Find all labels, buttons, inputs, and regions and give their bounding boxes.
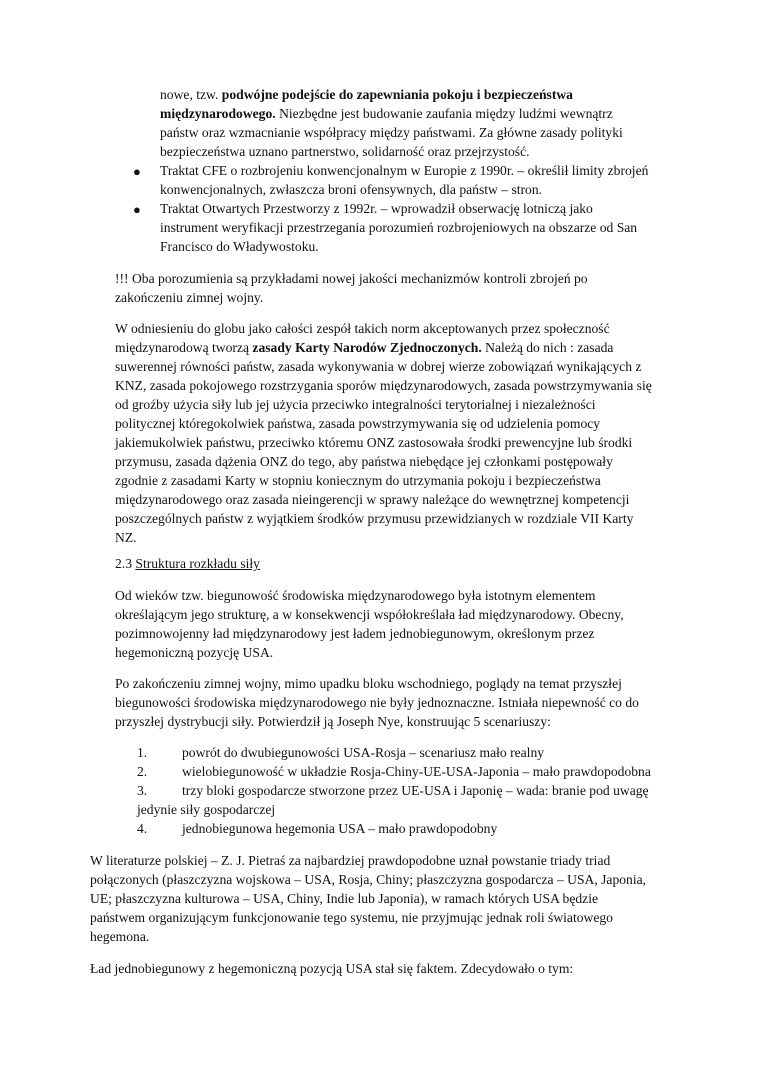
list-text: jedynie siły gospodarczej (137, 802, 276, 817)
section-title: Struktura rozkładu siły (135, 556, 260, 571)
text-line (160, 86, 660, 105)
section-number: 2.3 (115, 556, 136, 571)
text-line: politycznej któregokolwiek państwa, zasada powstrzymywania się od udzielenia pomocy (115, 416, 601, 431)
bullet-icon: ● (133, 202, 141, 217)
text-line: połączonych (płaszczyzna wojskowa – USA, Rosja, Chiny; płaszczyzna gospodarcza – USA, Japonia, (90, 872, 647, 887)
text-line: instrument weryfikacji przestrzegania porozumień rozbrojeniowych na obszarze od San (160, 220, 638, 235)
text-line: hegemona. (90, 929, 150, 944)
text-line: Traktat CFE o rozbrojeniu konwencjonalnym w Europie z 1990r. – określił limity zbrojeń (160, 163, 649, 178)
text-line: zgodnie z zasadami Karty w stopniu koniecznym do utrzymania pokoju i bezpieczeństwa (115, 473, 601, 488)
text-line: określającym jego strukturę, a w konsekwencji współokreślała ład międzynarodowy. Obecny, (115, 607, 624, 622)
text-line: poszczególnych państw z wyjątkiem środków przymusu przewidzianych w rozdziale VII Karty (115, 511, 634, 526)
final-line: Ład jednobiegunowy z hegemoniczną pozycją USA stał się faktem. Zdecydowało o tym: (90, 961, 574, 976)
text-line: pozimnowojenny ład międzynarodowy jest ładem jednobiegunowym, określonym przez (115, 626, 595, 641)
text-span: Należą do nich : zasada (481, 340, 614, 355)
text-line: bezpieczeństwa uznano partnerstwo, solidarność oraz przejrzystość. (160, 144, 530, 159)
list-text: powrót do dwubiegunowości USA-Rosja – scenariusz mało realny (182, 745, 545, 760)
text-line (160, 105, 660, 124)
text-line: biegunowości środowiska międzynarodowego nie były jednoznaczne. Istniała niepewność co do (115, 695, 639, 710)
text-line: międzynarodowego oraz zasada nieingerencji w sprawy należące do wewnętrznej kompetencji (115, 492, 630, 507)
text-line: państwem organizującym funkcjonowanie tego systemu, nie przyjmując jednak roli światowego (90, 910, 613, 925)
text-line: W odniesieniu do globu jako całości zespół takich norm akceptowanych przez społeczność (115, 321, 610, 336)
text-line: Od wieków tzw. biegunowość środowiska międzynarodowego była istotnym elementem (115, 588, 596, 603)
text-line: Po zakończeniu zimnej wojny, mimo upadku bloku wschodniego, poglądy na temat przyszłej (115, 676, 622, 691)
text-line: Francisco do Władywostoku. (160, 239, 319, 254)
text-line: państw oraz wzmacnianie współpracy między państwami. Za główne zasady polityki (160, 125, 623, 140)
section-heading (115, 555, 260, 574)
bold-phrase: zasady Karty Narodów Zjednoczonych. (252, 340, 482, 355)
text-line: KNZ, zasada pokojowego rozstrzygania sporów międzynarodowych, zasada powstrzymywania się (115, 378, 652, 393)
text-line: przyszłej dystrybucji siły. Potwierdził ją Joseph Nye, konstruując 5 scenariuszy: (115, 714, 551, 729)
bullet-icon: ● (133, 164, 141, 179)
text-line: NZ. (115, 530, 137, 545)
text-line: Traktat Otwartych Przestworzy z 1992r. – wprowadził obserwację lotniczą jako (160, 201, 593, 216)
list-text: wielobiegunowość w układzie Rosja-Chiny-UE-USA-Japonia – mało prawdopodobna (182, 764, 651, 779)
text-line (115, 339, 655, 358)
text-line: suwerennej równości państw, zasada wykonywania w dobrej wierze zobowiązań wynikających z (115, 359, 642, 374)
text-line: !!! Oba porozumienia są przykładami nowej jakości mechanizmów kontroli zbrojeń po (115, 271, 588, 286)
bold-phrase: podwójne podejście do zapewniania pokoju i bezpieczeństwa (221, 87, 573, 102)
text-span: międzynarodową tworzą (115, 340, 253, 355)
text-line: od groźby użycia siły lub jej użycia przeciwko integralności terytorialnej i niezależności (115, 397, 596, 412)
text-span: nowe, tzw. (160, 87, 222, 102)
list-number: 2. (137, 764, 148, 779)
text-span: Niezbędne jest budowanie zaufania między ludźmi wewnątrz (275, 106, 613, 121)
list-text: trzy bloki gospodarcze stworzone przez UE-USA i Japonię – wada: branie pod uwagę (182, 783, 649, 798)
text-line: zakończeniu zimnej wojny. (115, 290, 264, 305)
list-text: jednobiegunowa hegemonia USA – mało prawdopodobny (182, 821, 498, 836)
text-line: przymusu, zasada dążenia ONZ do tego, aby państwa niebędące jej członkami postępowały (115, 454, 613, 469)
text-line: W literaturze polskiej – Z. J. Pietraś za najbardziej prawdopodobne uznał powstanie triady triad (90, 853, 611, 868)
text-line: hegemoniczną pozycję USA. (115, 645, 274, 660)
text-line: konwencjonalnych, zwłaszcza broni ofensywnych, dla państw – stron. (160, 182, 543, 197)
list-number: 1. (137, 745, 148, 760)
list-number: 4. (137, 821, 148, 836)
bold-phrase: międzynarodowego. (160, 106, 276, 121)
text-line: jakiemukolwiek państwu, przeciwko któremu ONZ zastosowała środki prewencyjne lub środki (115, 435, 633, 450)
list-number: 3. (137, 783, 148, 798)
text-line: UE; płaszczyzna kulturowa – USA, Chiny, Indie lub Japonia), w ramach których USA będzie (90, 891, 598, 906)
